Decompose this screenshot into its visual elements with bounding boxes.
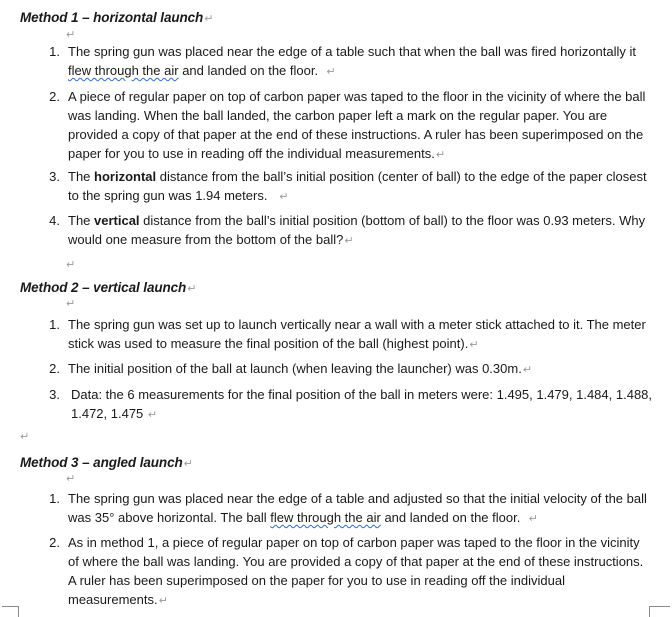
- list-text: The horizontal distance from the ball’s initial position (center of ball) to the edge of the paper closest to the spring gun was 1.94 meters. ↵: [68, 169, 647, 203]
- list-text: Data: the 6 measurements for the final position of the ball in meters were: 1.495, 1.479, 1.484, 1.488, 1.472, 1.475 ↵: [71, 387, 653, 421]
- method1-heading-text: Method 1 – horizontal launch: [20, 10, 204, 25]
- list-number: 2.: [49, 361, 60, 376]
- paragraph-mark: ↵: [326, 66, 336, 78]
- paragraph-mark: ↵: [187, 283, 197, 295]
- list-number: 2.: [49, 535, 60, 550]
- list-number: 3.: [49, 169, 60, 184]
- paragraph-mark: ↵: [147, 409, 158, 421]
- paragraph-mark: ↵: [344, 235, 354, 247]
- list-text: The spring gun was placed near the edge of a table and adjusted so that the initial velocity of the ball was 35° above horizontal. The ball flew through the air and landed on the floor. ↵: [68, 491, 647, 525]
- list-text: The vertical distance from the ball’s initial position (bottom of ball) to the floor was 0.93 meters. Why would one measure from the bottom of the ball?↵: [68, 213, 646, 247]
- paragraph-mark: ↵: [66, 298, 76, 310]
- list-text: The initial position of the ball at launch (when leaving the launcher) was 0.30m.↵: [68, 361, 533, 376]
- list-text: A piece of regular paper on top of carbon paper was taped to the floor in the vicinity of where the ball was landing. When the ball landed, the carbon paper left a mark on the regular paper. You are provided a copy of that paper at the end of these instructions. A ruler has been superimposed on the paper for you to use in reading off the individual measurements.↵: [68, 89, 646, 161]
- list-number: 2.: [49, 89, 60, 104]
- grammar-flag[interactable]: flew through the air: [68, 63, 179, 78]
- paragraph-mark: ↵: [66, 29, 76, 41]
- paragraph-mark: ↵: [66, 259, 76, 271]
- paragraph-mark: ↵: [20, 431, 30, 443]
- paragraph-mark: ↵: [66, 473, 76, 485]
- paragraph-mark: ↵: [522, 364, 533, 376]
- list-text: The spring gun was set up to launch vertically near a wall with a meter stick attached to it. The meter stick was used to measure the final position of the ball (highest point).↵: [68, 317, 646, 351]
- list-number: 4.: [49, 213, 60, 228]
- method2-heading: [20, 280, 196, 295]
- method3-heading-text: Method 3 – angled launch: [20, 455, 183, 470]
- list-number: 1.: [49, 44, 60, 59]
- paragraph-mark: ↵: [183, 458, 193, 470]
- method3-heading: [20, 455, 193, 470]
- page-margin-corner-right: [649, 606, 670, 617]
- list-text: The spring gun was placed near the edge of a table such that when the ball was fired horizontally it flew through the air and landed on the floor. ↵: [68, 44, 637, 78]
- paragraph-mark: ↵: [435, 149, 446, 161]
- list-number: 1.: [49, 317, 60, 332]
- paragraph-mark: ↵: [528, 513, 538, 525]
- list-number: 3.: [49, 387, 60, 402]
- paragraph-mark: ↵: [204, 13, 214, 25]
- list-text: As in method 1, a piece of regular paper on top of carbon paper was taped to the floor in the vicinity of where the ball was landing. You are provided a copy of that paper at the end of these instructions. A ruler has been superimposed on the paper for you to use in reading off the individual measurements.↵: [68, 535, 644, 607]
- method1-heading: [20, 10, 213, 25]
- paragraph-mark: ↵: [279, 191, 289, 203]
- grammar-flag[interactable]: flew through the air: [270, 510, 381, 525]
- paragraph-mark: ↵: [469, 339, 479, 351]
- method2-heading-text: Method 2 – vertical launch: [20, 280, 187, 295]
- page-margin-corner-left: [2, 606, 19, 617]
- list-number: 1.: [49, 491, 60, 506]
- paragraph-mark: ↵: [158, 595, 168, 607]
